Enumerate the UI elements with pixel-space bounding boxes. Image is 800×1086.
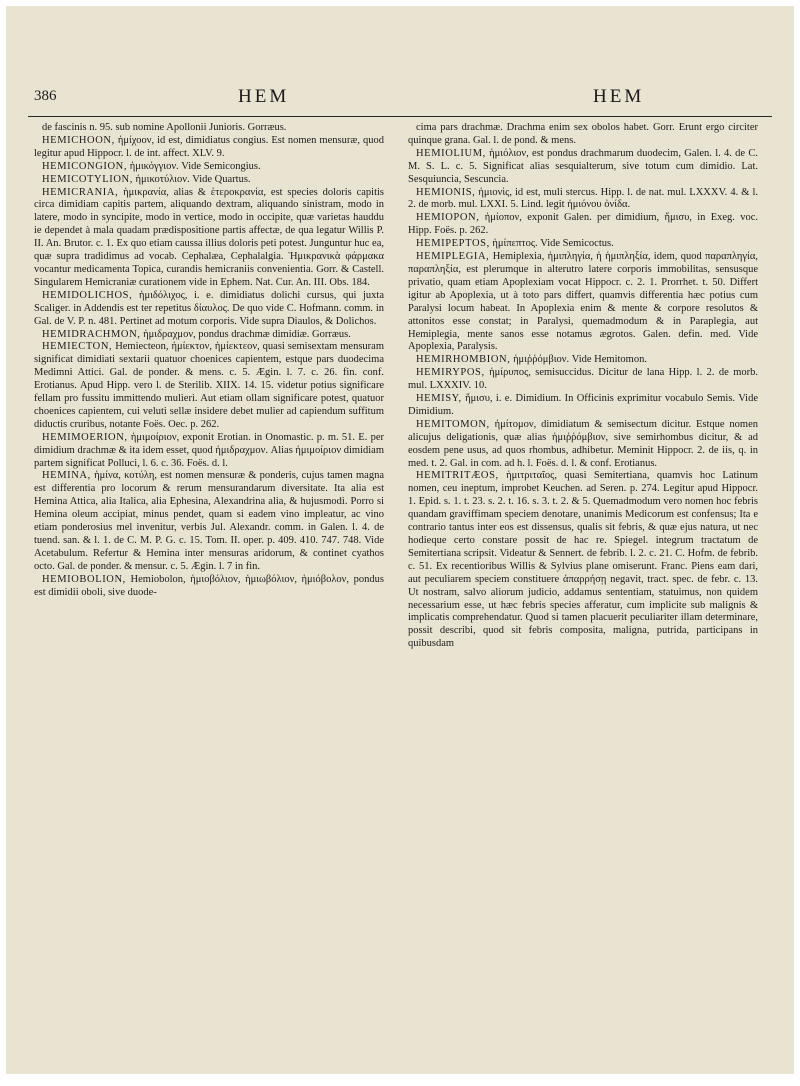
entry-text: ἡμιονὶς, id est, muli stercus. Hipp. l. de nat. mul. LXXXV. 4. & l. 2. de morb. mul. LXXI. 5. Lind. legit ἡμιόνου ὀνίδα. xyxy=(408,186,758,211)
dictionary-entry xyxy=(34,290,384,329)
entry-headword: HEMIRYPOS, xyxy=(416,367,485,379)
entry-headword: HEMICRANIA, xyxy=(42,186,119,198)
entry-text: ἡμιῤῥόμβιον. Vide Hemitomon. xyxy=(513,354,647,366)
dictionary-page xyxy=(6,6,794,1074)
entry-headword: HEMITOMON, xyxy=(416,418,490,430)
entry-text: cima pars drachmæ. Drachma enim sex obolos habet. Gorr. Erunt ergo circiter quinque grana. Gal. l. de pond. & mens. xyxy=(408,122,758,146)
left-column xyxy=(34,122,384,1068)
dictionary-entry xyxy=(34,329,384,342)
entry-text: ἡμίτομον, dimidiatum & semisectum dicitur. Estque nomen alicujus deligationis, quæ alias ἡμιῤῥόμβιον, sive semirhombus dicitur, & ad eosdem pene usus, ad quos rhombus, adhibetur. Meminit Hippocr. 2. de iis, q. in med. t. 2. Gal. in com. ad h. l. Foës. d. l. & conf. Erotianus. xyxy=(408,418,758,469)
dictionary-entry xyxy=(34,161,384,174)
entry-text: ἥμισυ, i. e. Dimidium. In Officinis exprimitur vocabulo Semis. Vide Dimidium. xyxy=(408,393,758,417)
entry-headword: HEMICHOON, xyxy=(42,134,115,146)
entry-text: ἡμίοπον, exponit Galen. per dimidium, ἥμισυ, in Exeg. voc. Hipp. Foës. p. 262. xyxy=(408,212,758,237)
page-header xyxy=(28,84,772,114)
entry-headword: HEMIMOERION, xyxy=(42,431,128,443)
entry-text: ἡμικοτύλιον. Vide Quartus. xyxy=(135,173,251,185)
running-head-left: HEM xyxy=(238,86,290,107)
entry-text: ἡμίρυπος, semisuccidus. Dicitur de lana Hipp. l. 2. de morb. mul. LXXXIV. 10. xyxy=(408,367,758,392)
entry-text: Hemiplexia, ἡμιπληγία, ἡ ἡμιπληξία, idem, quod παραπληγία, παραπληξία, est plerumque in alterutro latere corporis immobilitas, sensusque privatio, quam etiam Apoplexiam vocat Hippocr. c. 2. 1. Prorrhet. t. 50. Differt igitur ab Apoplexia, ut à toto pars differt, quamvis differentia hæc potius cum Paralysi locum habeat. In Apoplexia enim & mente & corpore resolutos & attonitos esse constat; in Paralysi, quemadmodum & in Paraplegia, aut Hemiplegia, mente sanos esse notamus ægrotos. Galen. defin. med. Vide Apoplexia, Paralysis. xyxy=(408,251,758,353)
dictionary-entry xyxy=(34,135,384,161)
running-head-right: HEM xyxy=(593,86,645,107)
dictionary-entry xyxy=(408,470,758,651)
entry-headword: HEMIOLIUM, xyxy=(416,147,486,159)
entry-headword: HEMICONGION, xyxy=(42,160,128,172)
entry-text: ἡμίνα, κοτύλη, est nomen mensuræ & ponderis, cujus tamen magna est differentia pro locorum & rerum mensurandarum diversitate. Ita alia est Hemina Attica, alia Italica, alia Ephesina, Alexandrina alia, & hujusmodi. Porro si Hemina oleum accipiat, minus pendet, quam si eadem vino impleatur, ac vino etiam ponderosius mel invenitur, verbis Jul. Alexandr. comm. in Galen. l. 4. de tuend. san. & l. 1. de C. M. P. G. c. 15. Tom. II. oper. p. 409. 410. 747. 748. Vide Acetabulum. Refertur & Hemina inter mensuras aridorum, & continet cyathos octo. Gal. de ponder. & mensur. c. 5. Ægin. l. 7 in fin. xyxy=(34,470,384,572)
entry-text: ἡμίπεπτος. Vide Semicoctus. xyxy=(492,238,614,250)
entry-headword: HEMIOBOLION, xyxy=(42,573,126,585)
entry-text: de fascinis n. 95. sub nomine Apollonii Junioris. Gorræus. xyxy=(42,122,287,133)
dictionary-entry xyxy=(34,432,384,471)
entry-headword: HEMINA, xyxy=(42,470,91,482)
entry-text: ἡμικρανία, alias & ἑτεροκρανία, est species doloris capitis circa dimidiam capitis partem, aliquando dextram, aliquando sinistram, modo in latere, modo in syncipite, modo in vertice, modo in occipite, quæ varietas hauddu ie dependet à mala quadam prædispositione partis affectæ, de qua legatur Willis P. II. An. Brutor. c. 1. Ex quo etiam caussa illius doloris peti potest. Junguntur huc ea, quæ supra tradidimus ad vocab. Cephalæa, Cephalalgia. Ἡμικρανικὰ φάρμακα vocantur medicamenta Topica, curandis hemicraniis convenientia. Gorr. & Castell. Singularem Hemicraniæ curationem vide in Ephem. Nat. Cur. An. III. Obs. 184. xyxy=(34,186,384,288)
entry-text: ἡμιδραχμον, pondus drachmæ dimidiæ. Gorræus. xyxy=(143,328,351,340)
dictionary-entry xyxy=(34,122,384,135)
entry-headword: HEMICOTYLION, xyxy=(42,173,133,185)
entry-text: ἡμιδόλιχος, i. e. dimidiatus dolichi cursus, qui juxta Scaliger. in Addendis est ter repetitus δίαυλος. De quo vide C. Hofmann. comm. in Gal. de V. P. n. 481. Pertinet ad motum corporis. Vide supra Diaulos, & Dolichos. xyxy=(34,289,384,327)
entry-headword: HEMIRHOMBION, xyxy=(416,354,511,366)
dictionary-entry xyxy=(408,393,758,419)
dictionary-entry xyxy=(34,174,384,187)
entry-text: ἡμιτριταῖος, quasi Semitertiana, quamvis hoc Latinum nomen, ceu ineptum, improbet Keuchen. ad Seren. p. 274. Legitur apud Hippocr. 1. Epid. s. 1. t. 23. s. 2. t. 16. s. 3. t. 2. & 5. Quemadmodum vero nomen hoc febris quandam graviffimam speciem denotare, unanimis Medicorum est confensus; Ita e contrario tantus inter eos est dissensus, qualis sit febris, & quæ ejus natura, ut nec hodieque certo constare possit de hac re. Spiegel. integrum tractatum de Semitertiana scripsit. Videatur & Sennert. de febrib. l. 2. c. 21. C. Hofm. de febrib. c. 51. Ex recentioribus Willis & Sylvius plane omiserunt. Franc. Piens eam dari, aut peculiarem speciem constituere ἀπαρρήσῃ negavit, tract. spec. de febr. c. 13. Ut nostram, salvo aliorum judicio, addamus sententiam, statuimus, non quidem necessarium esse, ut hæc febris species afferatur, cum implicite sub malignis & implicatis comprehendatur. Quod si tamen placuerit peculiariter illam determinare, possit describi, quod sit febris composita, maligna, putrida, participans in quibusdam xyxy=(408,470,758,650)
entry-text: ἡμιμοίριον, exponit Erotian. in Onomastic. p. m. 51. E. per dimidium drachmæ & ita idem esset, quod ἡμιδραχμον. Alias ἡμιμοίριον dimidiam partem significat Polluci, l. 6. c. 36. Foës. d. l. xyxy=(34,431,384,469)
entry-headword: HEMITRITÆOS, xyxy=(416,470,499,482)
dictionary-entry xyxy=(408,187,758,213)
entry-headword: HEMIPLEGIA, xyxy=(416,251,490,263)
entry-headword: HEMIOPON, xyxy=(416,212,480,224)
right-column xyxy=(408,122,758,1068)
dictionary-entry xyxy=(34,341,384,431)
dictionary-entry xyxy=(408,251,758,354)
dictionary-entry xyxy=(408,122,758,148)
entry-headword: HEMIDRACHMON, xyxy=(42,328,141,340)
entry-headword: HEMIPEPTOS, xyxy=(416,238,490,250)
dictionary-entry xyxy=(34,187,384,290)
dictionary-entry xyxy=(408,148,758,187)
dictionary-entry xyxy=(408,354,758,367)
entry-headword: HEMIDOLICHOS, xyxy=(42,289,133,301)
entry-text: ἡμικόγγιον. Vide Semicongius. xyxy=(129,160,261,172)
entry-headword: HEMIONIS, xyxy=(416,186,476,198)
entry-text: Hemiobolon, ἡμιοβόλιον, ἡμιωβόλιον, ἡμιόβολον, pondus est dimidii oboli, sive duode- xyxy=(34,573,384,598)
entry-headword: HEMISY, xyxy=(416,393,462,405)
dictionary-entry xyxy=(408,238,758,251)
entry-text: ἡμίχοον, id est, dimidiatus congius. Est nomen mensuræ, quod legitur apud Hippocr. l. de int. affect. XLV. 9. xyxy=(34,134,384,159)
dictionary-entry xyxy=(34,574,384,600)
dictionary-entry xyxy=(408,367,758,393)
dictionary-entry xyxy=(408,419,758,471)
header-rule xyxy=(28,116,772,117)
entry-text: ἡμιόλιον, est pondus drachmarum duodecim, Galen. l. 4. de C. M. S. L. c. 5. Significat alias sesquialterum, sive totum cum dimidio. Lat. Sesquiuncia, Sescuncia. xyxy=(408,147,758,185)
page-number: 386 xyxy=(34,88,57,104)
dictionary-entry xyxy=(408,212,758,238)
entry-text: Hemiecteon, ἡμίεκτον, ἡμίεκτεον, quasi semisextam mensuram significat dimidiati sextarii quatuor choenices capientem, estque pars duodecima Medimni Attici. Gal. de ponder. & mens. c. 5. Ægin. l. 7. c. 26. fin. conf. Erotianus. Apud Hipp. vero l. de Sterilib. XIIX. 14. 15. videtur potius significare fellam pro fussitu immittendo mulieri. Aut etiam ollam significare potest, quatuor choenices capientem, cui veluti sellæ insidere debet mulier ad capiendum suffitum diductis cruribus, notante Foës. Oec. p. 262. xyxy=(34,341,384,430)
entry-headword: HEMIECTON, xyxy=(42,341,113,353)
dictionary-entry xyxy=(34,470,384,573)
